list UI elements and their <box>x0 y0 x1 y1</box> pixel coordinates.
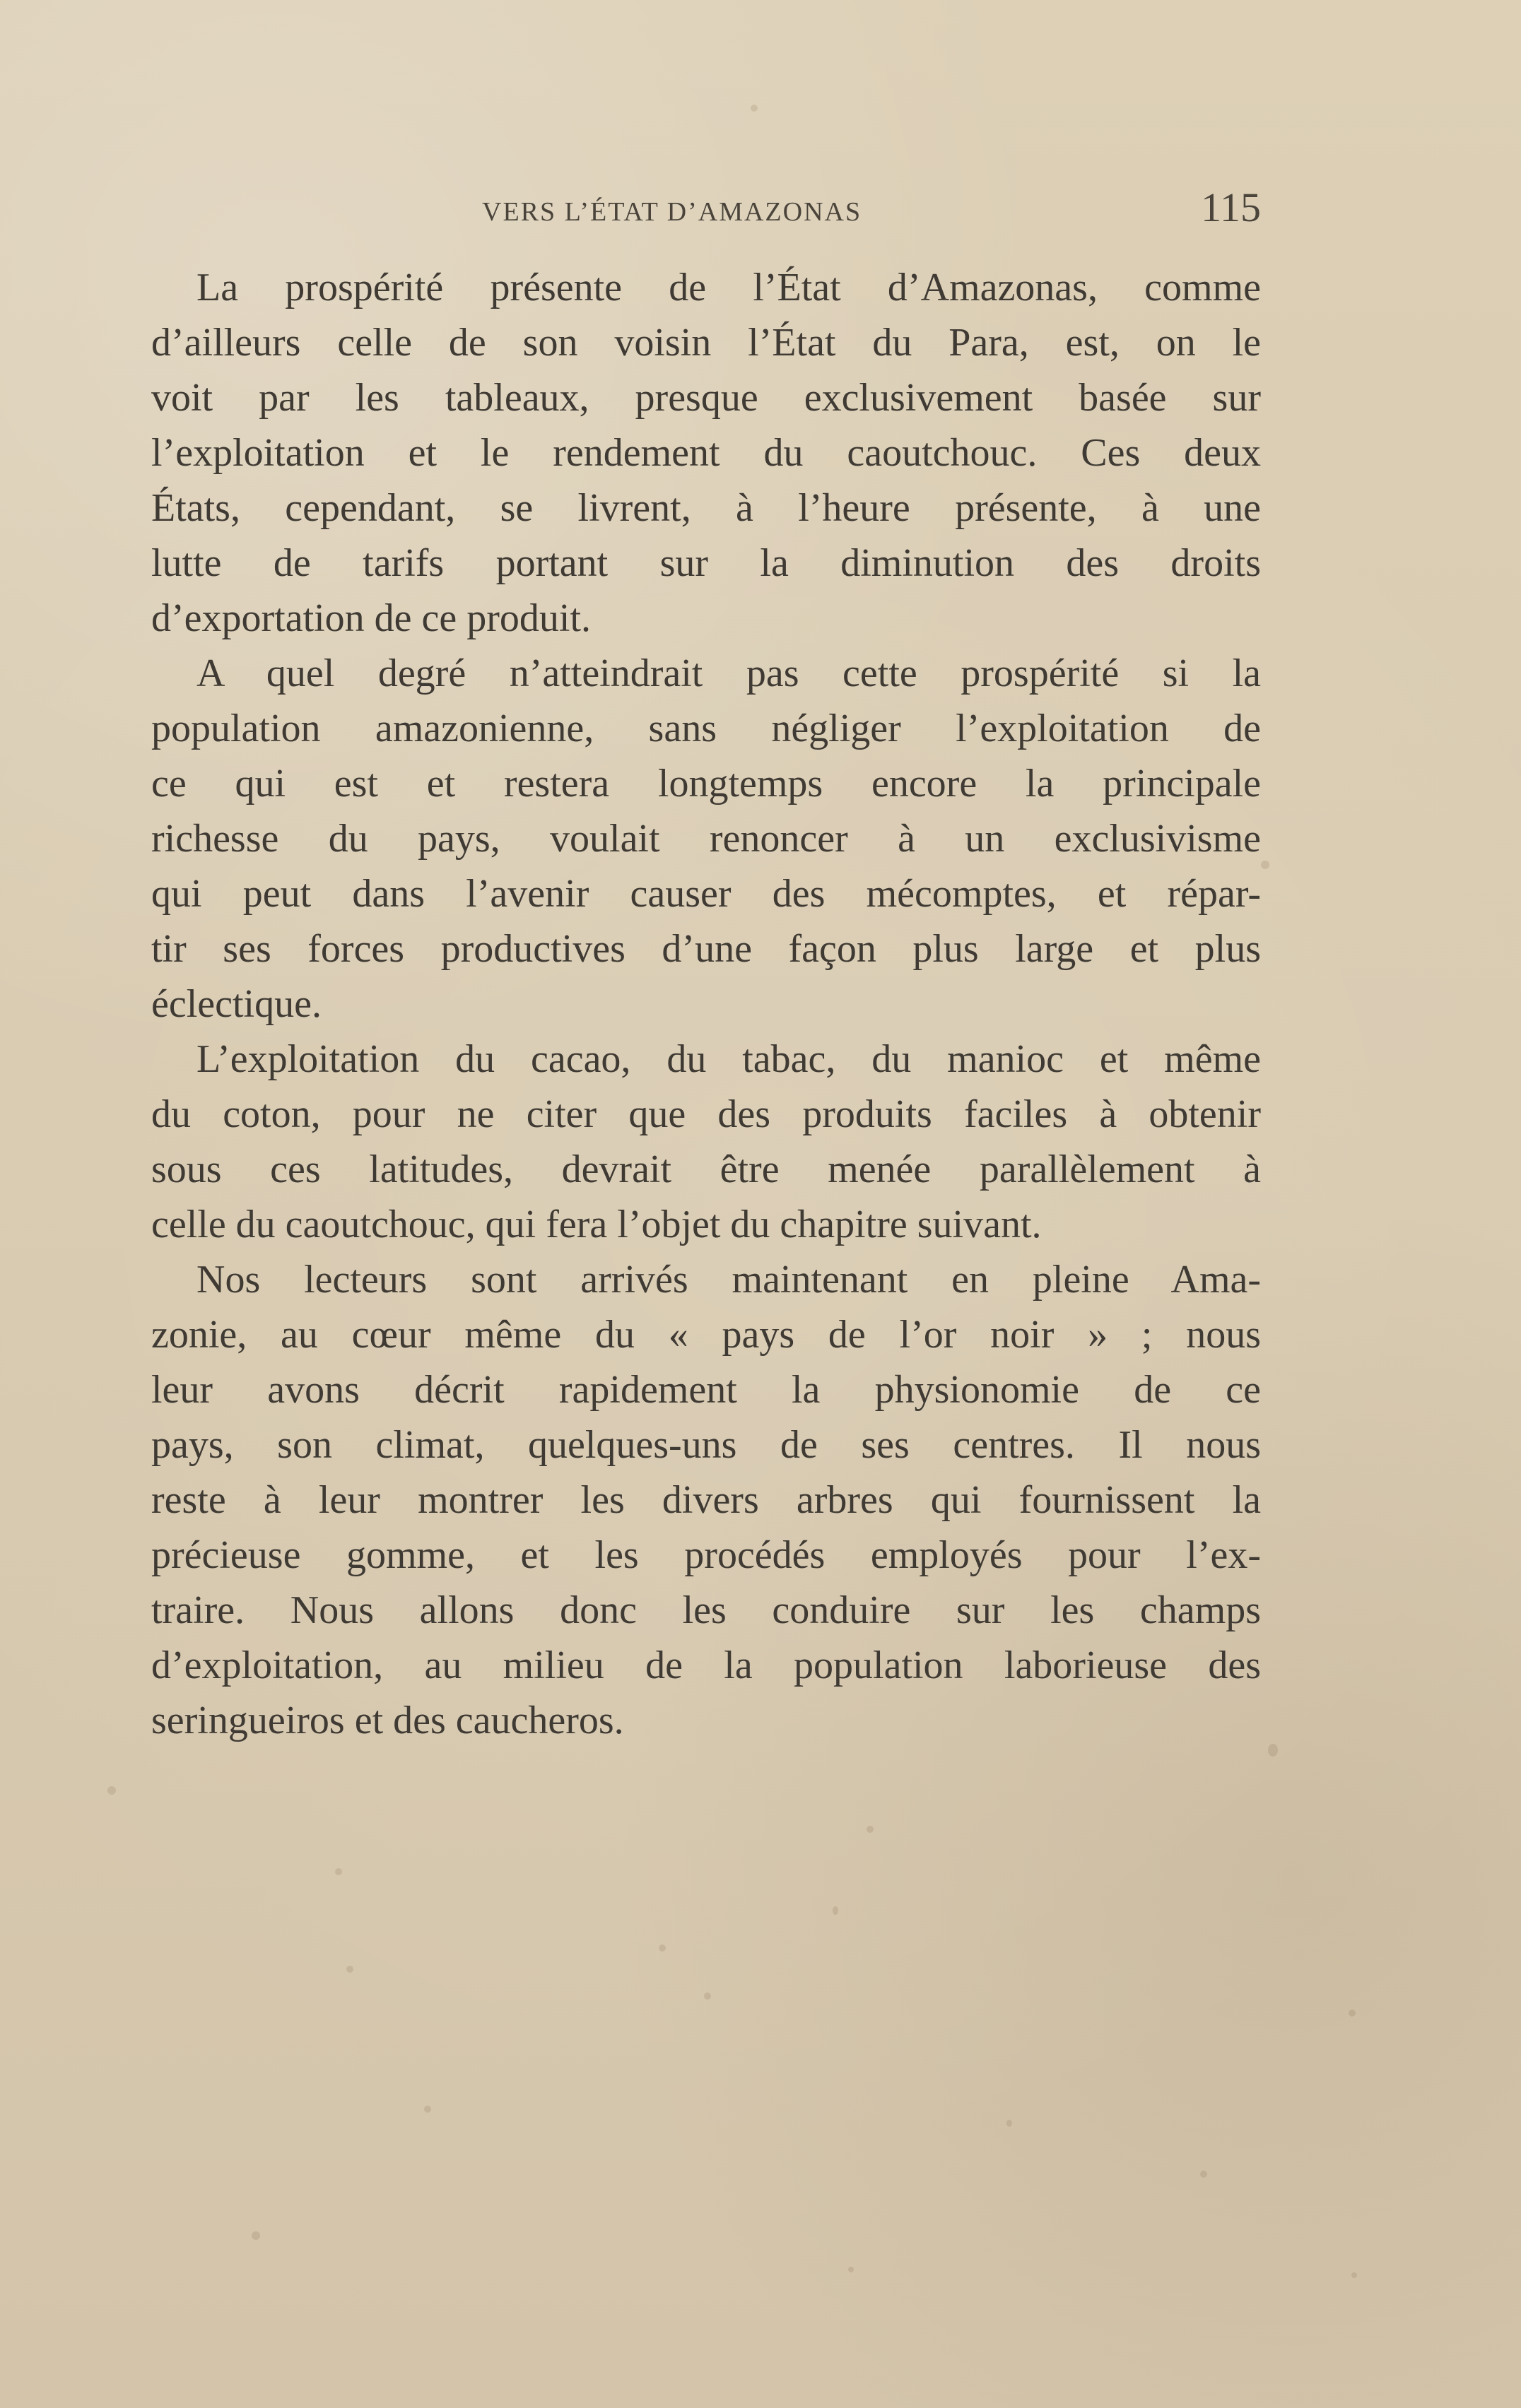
page-number: 115 <box>1201 184 1261 230</box>
text-line: l’exploitation et le rendement du caoutchouc. Ces deux <box>151 431 1261 475</box>
text-line: éclectique. <box>151 982 322 1026</box>
paragraph <box>151 1252 1261 1748</box>
paragraph <box>151 646 1261 1032</box>
text-line: reste à leur montrer les divers arbres qui fournissent la <box>151 1478 1261 1522</box>
paper-spot <box>659 1944 666 1952</box>
paper-spot <box>1351 2272 1357 2278</box>
text-line: celle du caoutchouc, qui fera l’objet du chapitre suivant. <box>151 1203 1042 1246</box>
paper-spot <box>1349 2009 1356 2017</box>
text-line: d’exploitation, au milieu de la population laborieuse des <box>151 1643 1261 1687</box>
text-line: La prospérité présente de l’État d’Amazonas, comme <box>196 266 1261 309</box>
text-line: richesse du pays, voulait renoncer à un exclusivisme <box>151 817 1261 861</box>
paper-spot <box>424 2106 431 2113</box>
paper-spot <box>1261 861 1269 869</box>
paper-spot <box>107 1786 116 1795</box>
text-line: États, cependant, se livrent, à l’heure présente, à une <box>151 486 1261 530</box>
text-line: population amazonienne, sans négliger l’exploitation de <box>151 707 1261 750</box>
running-head: VERS L’ÉTAT D’AMAZONAS <box>482 197 862 227</box>
text-line: d’exportation de ce produit. <box>151 596 592 640</box>
text-line: leur avons décrit rapidement la physionomie de ce <box>151 1368 1261 1412</box>
page-header <box>151 184 1261 233</box>
paper-spot <box>335 1868 342 1875</box>
text-line: A quel degré n’atteindrait pas cette prospérité si la <box>196 651 1261 695</box>
text-line: seringueiros et des caucheros. <box>151 1699 624 1742</box>
text-line: d’ailleurs celle de son voisin l’État du Para, est, on le <box>151 321 1261 365</box>
paper-spot <box>848 2267 854 2272</box>
paper-spot <box>867 1826 874 1833</box>
paper-spot <box>704 1993 711 2000</box>
body-text <box>151 260 1261 1748</box>
paper-spot <box>1006 2120 1012 2127</box>
text-line: traire. Nous allons donc les conduire sur les champs <box>151 1588 1261 1632</box>
paper-spot <box>346 1966 353 1973</box>
text-line: ce qui est et restera longtemps encore la principale <box>151 762 1261 805</box>
text-line: pays, son climat, quelques-uns de ses centres. Il nous <box>151 1423 1261 1467</box>
paper-spot <box>1200 2171 1207 2178</box>
text-line: du coton, pour ne citer que des produits faciles à obtenir <box>151 1092 1261 1136</box>
text-line: qui peut dans l’avenir causer des mécomptes, et répar- <box>151 872 1261 916</box>
text-line: sous ces latitudes, devrait être menée parallèlement à <box>151 1147 1261 1191</box>
text-line: Nos lecteurs sont arrivés maintenant en pleine Ama- <box>196 1258 1261 1302</box>
paper-spot <box>751 105 758 112</box>
text-line: lutte de tarifs portant sur la diminution des droits <box>151 541 1261 585</box>
text-line: voit par les tableaux, presque exclusivement basée sur <box>151 376 1261 420</box>
text-line: précieuse gomme, et les procédés employés pour l’ex- <box>151 1533 1261 1577</box>
text-line: zonie, au cœur même du « pays de l’or noir » ; nous <box>151 1313 1261 1357</box>
text-line: tir ses forces productives d’une façon plus large et plus <box>151 927 1261 971</box>
paper-spot <box>252 2231 260 2240</box>
text-line: L’exploitation du cacao, du tabac, du manioc et même <box>196 1037 1261 1081</box>
paragraph <box>151 260 1261 646</box>
paper-spot <box>1268 1744 1278 1757</box>
paragraph <box>151 1032 1261 1252</box>
paper-spot <box>833 1906 838 1915</box>
